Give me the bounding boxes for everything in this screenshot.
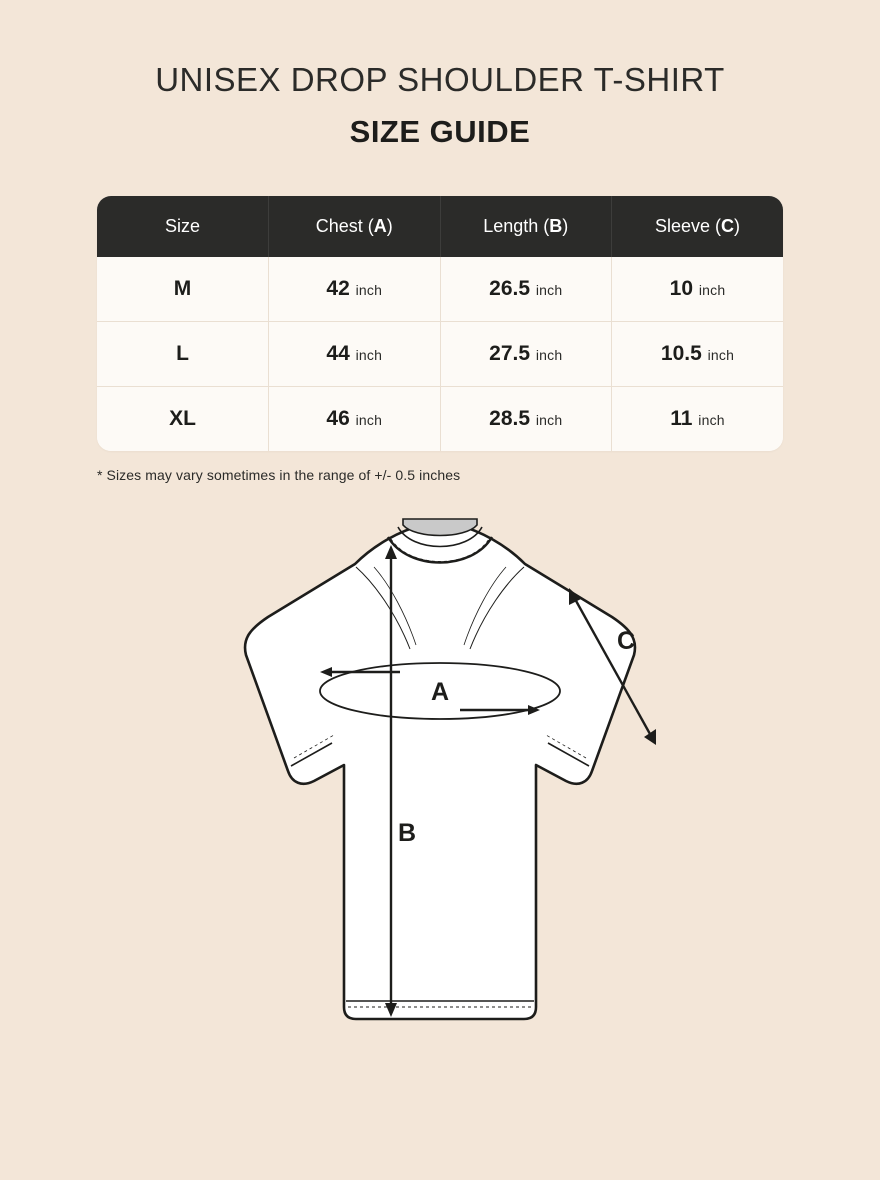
- column-header-size: Size: [97, 196, 269, 257]
- cell-sleeve: 10 inch: [612, 257, 784, 322]
- unit-label: inch: [698, 411, 725, 428]
- cell-length: 27.5 inch: [440, 321, 612, 386]
- size-variance-note: * Sizes may vary sometimes in the range of +/- 0.5 inches: [97, 466, 461, 483]
- cell-length: 28.5 inch: [440, 386, 612, 451]
- label-c: C: [616, 626, 636, 655]
- table-header-row: [97, 196, 783, 257]
- cell-chest: 44 inch: [269, 321, 441, 386]
- size-table-wrapper: [97, 196, 783, 451]
- table-row: [97, 321, 783, 386]
- cell-size: L: [97, 321, 269, 386]
- tshirt-diagram: [0, 509, 880, 1049]
- unit-label: inch: [355, 281, 383, 298]
- page-subtitle: SIZE GUIDE: [349, 113, 531, 149]
- cell-size: M: [97, 257, 269, 322]
- unit-label: inch: [535, 411, 563, 428]
- marker-b: B: [549, 215, 563, 236]
- page-header: [0, 0, 880, 150]
- unit-label: inch: [698, 281, 726, 298]
- size-table-head: [97, 196, 783, 257]
- unit-label: inch: [535, 346, 563, 363]
- size-table: [97, 196, 783, 451]
- marker-a: A: [373, 215, 387, 236]
- unit-label: inch: [355, 346, 383, 363]
- table-row: [97, 386, 783, 451]
- cell-chest: 42 inch: [269, 257, 441, 322]
- unit-label: inch: [355, 411, 383, 428]
- page-title: UNISEX DROP SHOULDER T-SHIRT: [155, 61, 725, 98]
- label-b: B: [397, 818, 417, 847]
- cell-chest: 46 inch: [269, 386, 441, 451]
- cell-sleeve: 11 inch: [612, 386, 784, 451]
- column-header-sleeve: Sleeve (C): [612, 196, 784, 257]
- cell-size: XL: [97, 386, 269, 451]
- label-a: A: [430, 677, 450, 706]
- column-header-chest: Chest (A): [269, 196, 441, 257]
- unit-label: inch: [535, 281, 563, 298]
- unit-label: inch: [707, 346, 735, 363]
- table-row: [97, 257, 783, 322]
- cell-sleeve: 10.5 inch: [612, 321, 784, 386]
- tshirt-illustration: [160, 509, 720, 1049]
- size-table-body: [97, 257, 783, 451]
- cell-length: 26.5 inch: [440, 257, 612, 322]
- marker-c: C: [721, 215, 735, 236]
- column-header-length: Length (B): [440, 196, 612, 257]
